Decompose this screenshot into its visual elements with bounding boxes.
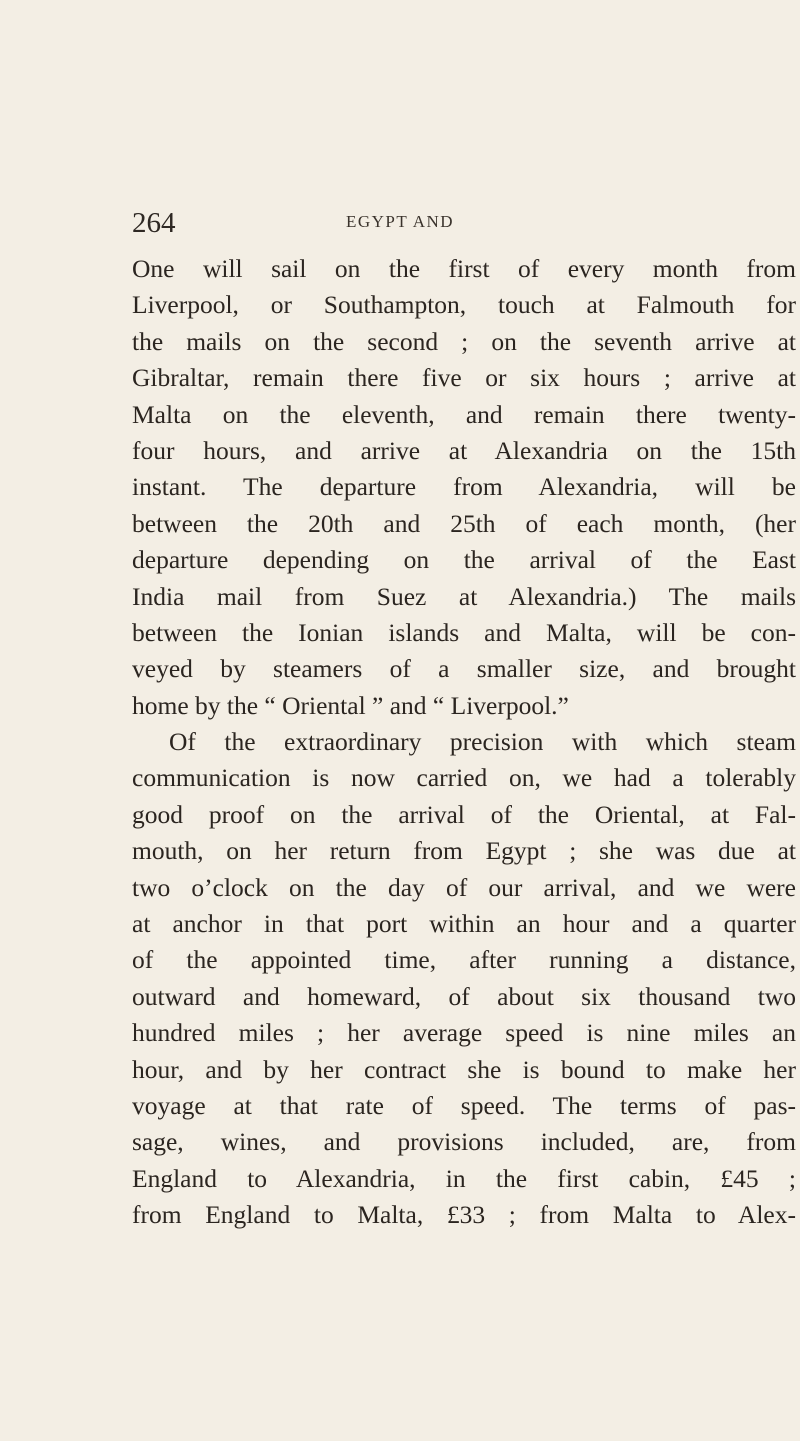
text-line: from England to Malta, £33 ; from Malta to Alex- xyxy=(132,1200,796,1230)
text-line: England to Alexandria, in the first cabin, £45 ; xyxy=(132,1163,796,1193)
text-line: four hours, and arrive at Alexandria on the 15th xyxy=(132,435,796,465)
text-line: outward and homeward, of about six thousand two xyxy=(132,981,796,1011)
text-line: the mails on the second ; on the seventh arrive at xyxy=(132,326,796,356)
text-line: veyed by steamers of a smaller size, and brought xyxy=(132,654,796,684)
text-line: One will sail on the first of every month from xyxy=(132,254,796,283)
text-line: India mail from Suez at Alexandria.) The mails xyxy=(132,581,796,611)
text-line: departure depending on the arrival of the East xyxy=(132,545,796,575)
text-line: Malta on the eleventh, and remain there twenty- xyxy=(132,399,796,429)
text-line: instant. The departure from Alexandria, will be xyxy=(132,472,796,502)
text-line: between the Ionian islands and Malta, will be con- xyxy=(132,617,796,647)
text-line: communication is now carried on, we had a tolerably xyxy=(132,763,796,793)
body-text xyxy=(132,251,796,1234)
text-line: at anchor in that port within an hour and a quarter xyxy=(132,909,796,939)
text-line: home by the “ Oriental ” and “ Liverpool.” xyxy=(132,690,569,720)
text-line: sage, wines, and provisions included, are, from xyxy=(132,1127,796,1157)
text-line: hour, and by her contract she is bound to make her xyxy=(132,1054,796,1084)
text-line: Gibraltar, remain there five or six hours ; arrive at xyxy=(132,363,796,393)
text-line: voyage at that rate of speed. The terms of pas- xyxy=(132,1090,796,1120)
running-head xyxy=(0,205,800,245)
text-line: good proof on the arrival of the Oriental, at Fal- xyxy=(132,799,796,829)
text-line: Of the extraordinary precision with which steam xyxy=(169,727,796,757)
text-line: two o’clock on the day of our arrival, and we were xyxy=(132,872,796,902)
text-line: Liverpool, or Southampton, touch at Falmouth for xyxy=(132,290,796,320)
text-line: mouth, on her return from Egypt ; she was due at xyxy=(132,836,796,866)
text-line: of the appointed time, after running a distance, xyxy=(132,945,796,975)
text-line: hundred miles ; her average speed is nine miles an xyxy=(132,1018,796,1048)
page-number: 264 xyxy=(132,207,176,239)
text-line: between the 20th and 25th of each month, (her xyxy=(132,508,796,538)
running-title: EGYPT AND xyxy=(345,212,455,231)
